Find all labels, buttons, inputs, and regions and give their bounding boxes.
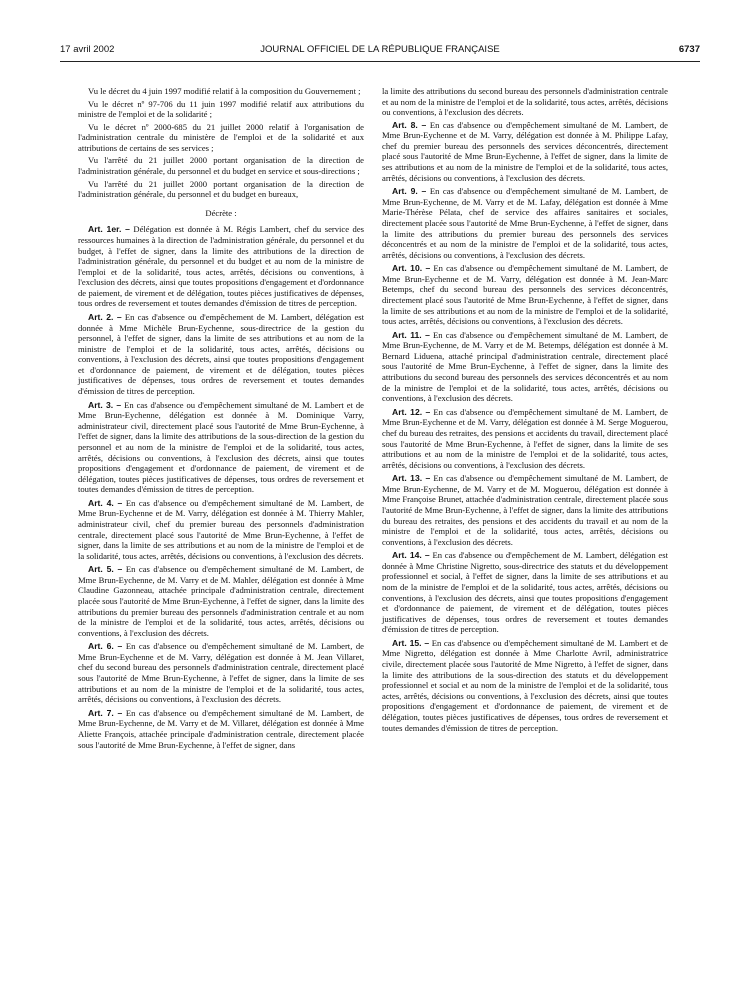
article-label: Art. 4. – — [88, 497, 123, 508]
decrete-heading: Décrète : — [205, 207, 237, 218]
article-7 — [78, 708, 364, 750]
article-4 — [78, 498, 364, 561]
article-7-continuation: la limite des attributions du second bureau des personnels d'administration centrale et au nom de la ministre de l'emploi et de la solidarité, tous actes, arrêtés, décisions ou conventions, à l'exclusion des décrets. — [382, 86, 668, 118]
article-13 — [382, 473, 668, 547]
article-label: Art. 2. – — [88, 311, 122, 322]
article-9 — [382, 186, 668, 260]
article-1 — [78, 224, 364, 309]
article-label: Art. 15. – — [392, 637, 430, 648]
article-text: En cas d'absence ou d'empêchement simultané de M. Lambert, de Mme Brun-Eychenne et de M. Varry, délégation est donnée à M. Jean Villaret, chef du second bureau des personnels d'administration centrale, directement placé sous l'autorité de Mme Brun-Eychenne, à l'effet de signer, dans la limite de ses attributions et au nom de la ministre de l'emploi et de la solidarité, tous actes, arrêtés, décisions ou conventions, à l'exclusion des décrets. — [78, 641, 364, 705]
article-10 — [382, 263, 668, 326]
article-text: En cas d'absence ou d'empêchement de M. Lambert, délégation est donnée à Mme Michèle Brun-Eychenne, sous-directrice de la gestion du personnel, à l'effet de signer, dans la limite de ses attributions et au nom de la ministre de l'emploi et de la solidarité, tous actes, arrêtés, décisions ou conventions, à l'exclusion des décrets, ainsi que toutes propositions d'engagement et d'ordonnance de paiement, de virement et de délégation, toutes pièces justificatives de dépenses, tous ordres de reversement et toutes demandes d'émission de titres de perception. — [78, 311, 364, 397]
article-label: Art. 13. – — [392, 473, 431, 484]
running-header — [60, 44, 700, 58]
article-text: En cas d'absence ou d'empêchement simultané de M. Lambert et de Mme Brun-Eychenne, délégation est donnée à M. Dominique Varry, administrateur civil, directement placé sous l'autorité de Mme Brun-Eychenne, à l'effet de signer, dans la limite des attributions de la sous-direction de la gestion du personnel et au nom de la ministre de l'emploi et de la solidarité, tous actes, arrêtés, décisions ou conventions, à l'exclusion des décrets, ainsi que toutes propositions d'engagement et d'ordonnance de paiement, de virement et de délégation, toutes pièces justificatives de dépenses, tous ordres de reversement et toutes demandes d'émission de titres de perception. — [78, 399, 364, 495]
article-label: Art. 9. – — [392, 186, 427, 197]
article-15 — [382, 638, 668, 733]
left-column — [78, 86, 364, 753]
header-rule — [60, 61, 700, 62]
article-2 — [78, 312, 364, 397]
article-5 — [78, 564, 364, 638]
article-label: Art. 1er. – — [88, 224, 130, 235]
article-label: Art. 7. – — [88, 707, 123, 718]
article-text: En cas d'absence ou d'empêchement simultané de M. Lambert, de Mme Brun-Eychenne, de M. Varry et de M. Villaret, délégation est donnée à Mme Aliette François, attachée principale d'administration centrale, directement placée sous l'autorité de Mme Brun-Eychenne, à l'effet de signer, dans — [78, 707, 364, 750]
visa-paragraph: Vu le décret nº 97-706 du 11 juin 1997 modifié relatif aux attributions du ministre de l'emploi et de la solidarité ; — [78, 98, 364, 120]
visa-paragraph: Vu le décret du 4 juin 1997 modifié relatif à la composition du Gouvernement ; — [88, 86, 361, 96]
visa-paragraph: Vu l'arrêté du 21 juillet 2000 portant organisation de la direction de l'administration générale, du personnel et du budget en bureaux, — [78, 178, 364, 200]
article-text: En cas d'absence ou d'empêchement simultané de M. Lambert et de Mme Nigretto, délégation est donnée à Mme Charlotte Avril, administratrice civile, directement placée sous l'autorité de Mme Nigretto, à l'effet de signer, dans la limite des attributions de la sous-direction des statuts et du développement professionnel et social et au nom de la ministre de l'emploi et de la solidarité, tous actes, arrêtés, décisions ou conventions, à l'exclusion des décrets, ainsi que toutes propositions d'engagement et d'ordonnance de paiement, de virement et de délégation, toutes pièces justificatives de dépenses, tous ordres de reversement et toutes demandes d'émission de titres de perception. — [382, 637, 668, 733]
article-label: Art. 3. – — [88, 399, 122, 410]
article-text: En cas d'absence ou d'empêchement simultané de M. Lambert, de Mme Brun-Eychenne et de M. Varry, délégation est donnée à M. Philippe Lafay, chef du premier bureau des personnels des services déconcentrés, directement placé sous l'autorité de Mme Brun-Eychenne, à l'effet de signer, dans la limite de ses attributions et au nom de la ministre de l'emploi et de la solidarité, tous actes, arrêtés, décisions ou conventions, à l'exclusion des décrets. — [382, 119, 668, 183]
visa-paragraph: Vu l'arrêté du 21 juillet 2000 portant organisation de la direction de l'administration générale, du personnel et du budget en service et sous-directions ; — [78, 155, 364, 177]
article-label: Art. 14. – — [392, 550, 430, 561]
article-text: En cas d'absence ou d'empêchement simultané de M. Lambert, de Mme Brun-Eychenne et de M. Varry, délégation est donnée à M. Serge Moguerou, chef du bureau des retraites, des pensions et accidents du travail, directement placé sous l'autorité de Mme Brun-Eychenne, à l'effet de signer, dans la limite de ses attributions et au nom de la ministre de l'emploi et de la solidarité, tous actes, arrêtés, décisions ou conventions, à l'exclusion des décrets. — [382, 406, 668, 470]
article-label: Art. 6. – — [88, 641, 123, 652]
article-text: En cas d'absence ou d'empêchement simultané de M. Lambert, de Mme Brun-Eychenne, de M. Varry et de M. Moguerou, délégation est donnée à Mme Françoise Brunet, attachée d'administration centrale, directement placée sous l'autorité de Mme Brun-Eychenne, à l'effet de signer, dans la limite des attributions du bureau des retraites, des pensions et des accidents du travail et au nom de la ministre de l'emploi et de la solidarité, tous actes, arrêtés, décisions ou conventions, à l'exclusion des décrets. — [382, 473, 668, 547]
article-label: Art. 12. – — [392, 406, 431, 417]
journal-title: JOURNAL OFFICIEL DE LA RÉPUBLIQUE FRANÇAISE — [260, 44, 500, 55]
article-text: En cas d'absence ou d'empêchement simultané de M. Lambert, de Mme Brun-Eychenne, de M. Varry et de M. Betemps, délégation est donnée à M. Bernard Liduena, attaché principal d'administration centrale, directement placé sous l'autorité de Mme Brun-Eychenne, à l'effet de signer, dans la limite des attributions du second bureau des personnels des services déconcentrés et au nom de la ministre de l'emploi et de la solidarité, tous actes, arrêtés, décisions ou conventions, à l'exclusion des décrets. — [382, 329, 668, 404]
article-text: En cas d'absence ou d'empêchement de M. Lambert, délégation est donnée à Mme Christine Nigretto, sous-directrice des statuts et du développement professionnel et social, à l'effet de signer, dans la limite de ses attributions et au nom de la ministre de l'emploi et de la solidarité, tous actes, arrêtés, décisions ou conventions, à l'exclusion des décrets, ainsi que toutes propositions d'engagement et d'ordonnance de paiement, de virement et de délégation, toutes pièces justificatives de dépenses, tous ordres de reversement et toutes demandes d'émission de titres de perception. — [382, 550, 668, 635]
article-6 — [78, 641, 364, 704]
article-text: En cas d'absence ou d'empêchement simultané de M. Lambert, de Mme Brun-Eychenne et de M. Varry, délégation est donnée à M. Jean-Marc Betemps, chef du second bureau des personnels des services déconcentrés, directement placé sous l'autorité de Mme Brun-Eychenne, à l'effet de signer, dans la limite de ses attributions et au nom de la ministre de l'emploi et de la solidarité, tous actes, arrêtés, décisions ou conventions, à l'exclusion des décrets. — [382, 263, 668, 327]
article-text: En cas d'absence ou d'empêchement simultané de M. Lambert, de Mme Brun-Eychenne et de M. Varry, délégation est donnée à M. Thierry Mahler, administrateur civil, chef du premier bureau des personnels d'administration centrale, directement placé sous l'autorité de Mme Brun-Eychenne, à l'effet de signer, dans la limite de ses attributions et au nom de la ministre de l'emploi et de la solidarité, tous actes, arrêtés, décisions ou conventions, à l'exclusion des décrets. — [78, 497, 364, 561]
right-column — [382, 86, 668, 736]
article-label: Art. 10. – — [392, 263, 431, 274]
header-date: 17 avril 2002 — [60, 44, 115, 55]
article-11 — [382, 330, 668, 404]
article-label: Art. 5. – — [88, 564, 123, 575]
page-number: 6737 — [678, 44, 700, 55]
article-12 — [382, 407, 668, 470]
article-14 — [382, 550, 668, 635]
article-8 — [382, 120, 668, 183]
article-label: Art. 8. – — [392, 119, 427, 130]
article-3 — [78, 400, 364, 495]
article-text: En cas d'absence ou d'empêchement simultané de M. Lambert, de Mme Brun-Eychenne, de M. Varry et de M. Mahler, délégation est donnée à Mme Claudine Gazonneau, attachée principale d'administration centrale, directement placée sous l'autorité de Mme Brun-Eychenne, à l'effet de signer, dans la limite des attributions du premier bureau des personnels d'administration centrale et au nom de la ministre de l'emploi et de la solidarité, tous actes, arrêtés, décisions ou conventions, à l'exclusion des décrets. — [78, 564, 364, 638]
visa-paragraph: Vu le décret nº 2000-685 du 21 juillet 2000 relatif à l'organisation de l'administration centrale du ministère de l'emploi et de la solidarité et aux attributions de certains de ses services ; — [78, 121, 364, 153]
article-text: Délégation est donnée à M. Régis Lambert, chef du service des ressources humaines à la direction de l'administration générale, du personnel et du budget, à l'effet de signer, dans la limite des attributions de la direction de l'administration générale, du personnel et du budget et au nom de la ministre de l'emploi et de la solidarité, tous actes, arrêtés, décisions ou conventions, à l'exclusion des décrets, ainsi que toutes propositions d'engagement et d'ordonnance de paiement, de virement et de délégation, toutes pièces justificatives de dépenses, tous ordres de reversement et toutes demandes d'émission de titres de perception. — [78, 224, 365, 309]
article-text: En cas d'absence ou d'empêchement simultané de M. Lambert, de Mme Brun-Eychenne, de M. Varry et de M. Lafay, délégation est donnée à Mme Marie-Thérèse Pélata, chef de service des affaires sanitaires et sociales, directement placée sous l'autorité de Mme Brun-Eychenne, à l'effet de signer, dans la limite des attributions du premier bureau des personnels des services déconcentrés et au nom de la ministre de l'emploi et de la solidarité, tous actes, arrêtés, décisions ou conventions, à l'exclusion des décrets. — [382, 186, 668, 260]
article-label: Art. 11. – — [392, 329, 430, 340]
